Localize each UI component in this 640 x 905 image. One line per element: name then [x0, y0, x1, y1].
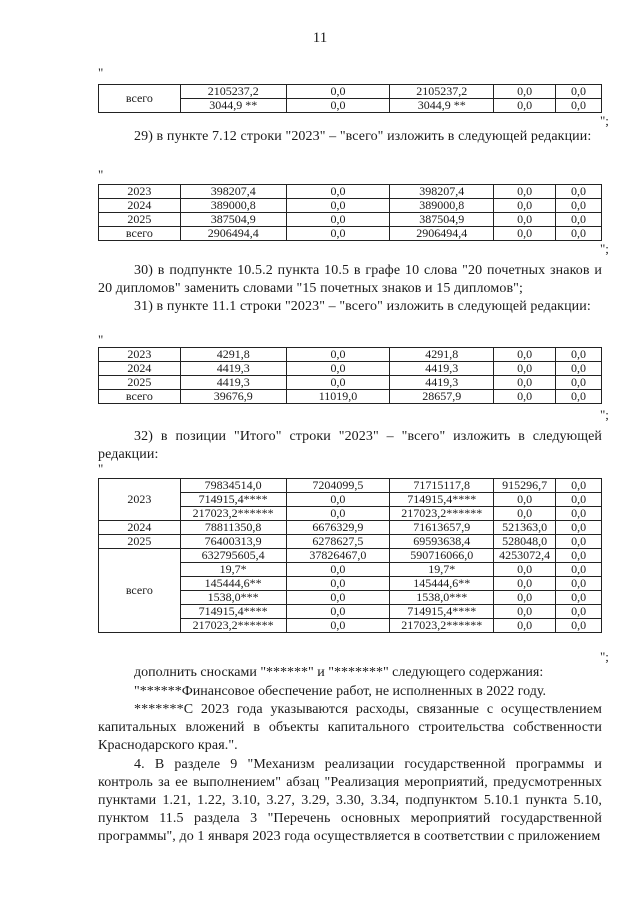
table-row: [99, 362, 602, 376]
cell: 0,0: [556, 493, 602, 507]
cell: 387504,9: [180, 213, 286, 227]
cell: 398207,4: [390, 185, 494, 199]
row-label: всего: [99, 85, 181, 113]
cell: 0,0: [494, 605, 556, 619]
cell: 4419,3: [390, 376, 494, 390]
cell: 915296,7: [494, 479, 556, 493]
cell: 217023,2******: [390, 619, 494, 633]
cell: 0,0: [494, 563, 556, 577]
cell: 0,0: [556, 619, 602, 633]
cell: 0,0: [286, 99, 390, 113]
cell: 0,0: [494, 493, 556, 507]
row-label: 2025: [99, 213, 181, 227]
table-t4: [98, 478, 602, 633]
cell: 0,0: [556, 535, 602, 549]
cell: 0,0: [556, 227, 602, 241]
cell: 19,7*: [180, 563, 286, 577]
cell: 7204099,5: [286, 479, 390, 493]
cell: 37826467,0: [286, 549, 390, 563]
cell: 0,0: [556, 563, 602, 577]
cell: 4291,8: [390, 348, 494, 362]
cell: 0,0: [286, 619, 390, 633]
cell: 0,0: [556, 577, 602, 591]
cell: 714915,4****: [390, 493, 494, 507]
close-quote: ";: [600, 407, 609, 422]
cell: 0,0: [286, 577, 390, 591]
cell: 0,0: [494, 348, 556, 362]
table-row: [99, 227, 602, 241]
cell: 19,7*: [390, 563, 494, 577]
cell: 0,0: [494, 227, 556, 241]
table-t2: [98, 184, 602, 241]
table-row: [99, 185, 602, 199]
cell: 4419,3: [180, 362, 286, 376]
cell: 2105237,2: [180, 85, 286, 99]
cell: 521363,0: [494, 521, 556, 535]
cell: 0,0: [286, 199, 390, 213]
cell: 217023,2******: [390, 507, 494, 521]
cell: 6676329,9: [286, 521, 390, 535]
cell: 0,0: [494, 185, 556, 199]
row-label: всего: [99, 227, 181, 241]
cell: 0,0: [494, 507, 556, 521]
cell: 145444,6**: [180, 577, 286, 591]
cell: 590716066,0: [390, 549, 494, 563]
paragraph-32: 32) в позиции "Итого" строки "2023" – "всего" изложить в следующей редакции:: [98, 429, 602, 462]
row-label: 2023: [99, 479, 181, 521]
cell: 714915,4****: [180, 605, 286, 619]
row-label: 2023: [99, 185, 181, 199]
table-row: [99, 521, 602, 535]
page-number: 11: [312, 30, 328, 46]
cell: 0,0: [494, 577, 556, 591]
table-row: [99, 85, 602, 99]
cell: 387504,9: [390, 213, 494, 227]
cell: 71715117,8: [390, 479, 494, 493]
table-row: [99, 549, 602, 563]
cell: 0,0: [494, 390, 556, 404]
table-t1: [98, 84, 602, 113]
row-label: всего: [99, 390, 181, 404]
cell: 1538,0***: [180, 591, 286, 605]
cell: 0,0: [556, 348, 602, 362]
open-quote: ": [98, 167, 104, 182]
row-label: 2024: [99, 199, 181, 213]
cell: 3044,9 **: [390, 99, 494, 113]
cell: 0,0: [556, 85, 602, 99]
cell: 0,0: [556, 591, 602, 605]
paragraph-30: 30) в подпункте 10.5.2 пункта 10.5 в графе 10 слова "20 почетных знаков и 20 дипломов" заменить словами "15 почетных знаков и 15 дипломов";: [98, 263, 602, 296]
paragraph-29: 29) в пункте 7.12 строки "2023" – "всего" изложить в следующей редакции:: [134, 129, 592, 144]
cell: 0,0: [556, 213, 602, 227]
cell: 0,0: [556, 199, 602, 213]
cell: 6278627,5: [286, 535, 390, 549]
cell: 714915,4****: [390, 605, 494, 619]
cell: 0,0: [556, 479, 602, 493]
footnote-7: *******С 2023 года указываются расходы, связанные с осуществлением капитальных вложений в объекты капитального строительства собственности Краснодарского края.".: [98, 702, 602, 753]
cell: 528048,0: [494, 535, 556, 549]
row-label: 2024: [99, 362, 181, 376]
cell: 39676,9: [180, 390, 286, 404]
cell: 0,0: [286, 493, 390, 507]
cell: 0,0: [286, 213, 390, 227]
cell: 0,0: [494, 199, 556, 213]
cell: 714915,4****: [180, 493, 286, 507]
cell: 398207,4: [180, 185, 286, 199]
cell: 0,0: [556, 376, 602, 390]
table-row: [99, 376, 602, 390]
cell: 145444,6**: [390, 577, 494, 591]
cell: 217023,2******: [180, 507, 286, 521]
cell: 3044,9 **: [180, 99, 286, 113]
cell: 0,0: [556, 549, 602, 563]
cell: 0,0: [494, 619, 556, 633]
cell: 389000,8: [390, 199, 494, 213]
table-row: [99, 199, 602, 213]
cell: 0,0: [556, 390, 602, 404]
cell: 0,0: [494, 376, 556, 390]
cell: 0,0: [286, 507, 390, 521]
cell: 0,0: [286, 348, 390, 362]
cell: 0,0: [286, 376, 390, 390]
row-label: 2025: [99, 535, 181, 549]
cell: 76400313,9: [180, 535, 286, 549]
cell: 0,0: [286, 362, 390, 376]
cell: 0,0: [494, 85, 556, 99]
cell: 78811350,8: [180, 521, 286, 535]
cell: 0,0: [286, 605, 390, 619]
open-quote: ": [98, 65, 104, 80]
cell: 71613657,9: [390, 521, 494, 535]
table-row: [99, 479, 602, 493]
close-quote: ";: [600, 113, 609, 128]
paragraph-31: 31) в пункте 11.1 строки "2023" – "всего" изложить в следующей редакции:: [134, 299, 591, 314]
close-quote: ";: [600, 649, 609, 664]
cell: 0,0: [286, 563, 390, 577]
cell: 0,0: [556, 521, 602, 535]
cell: 4291,8: [180, 348, 286, 362]
cell: 0,0: [556, 99, 602, 113]
cell: 28657,9: [390, 390, 494, 404]
open-quote: ": [98, 332, 104, 347]
cell: 389000,8: [180, 199, 286, 213]
table-row: [99, 213, 602, 227]
table-row: [99, 535, 602, 549]
cell: 2906494,4: [390, 227, 494, 241]
table-row: [99, 348, 602, 362]
cell: 217023,2******: [180, 619, 286, 633]
cell: 0,0: [556, 605, 602, 619]
cell: 4419,3: [390, 362, 494, 376]
cell: 0,0: [556, 362, 602, 376]
cell: 2105237,2: [390, 85, 494, 99]
cell: 0,0: [286, 85, 390, 99]
cell: 79834514,0: [180, 479, 286, 493]
cell: 0,0: [494, 362, 556, 376]
cell: 1538,0***: [390, 591, 494, 605]
paragraph-4: 4. В разделе 9 "Механизм реализации государственной программы и контроль за ее выполнением" абзац "Реализация мероприятий, предусмотренных пунктами 1.21, 1.22, 3.10, 3.27, 3.29, 3.30, 3.34, подпунктом 5.10.1 пункта 5.10, пунктом 11.5 раздела 3 "Перечень основных мероприятий государственной программы", до 1 января 2023 года осуществляется в соответствии с приложением: [98, 757, 602, 844]
row-label: 2024: [99, 521, 181, 535]
cell: 2906494,4: [180, 227, 286, 241]
table-t3: [98, 347, 602, 404]
cell: 11019,0: [286, 390, 390, 404]
row-label: 2025: [99, 376, 181, 390]
cell: 4419,3: [180, 376, 286, 390]
cell: 0,0: [494, 213, 556, 227]
cell: 0,0: [494, 591, 556, 605]
cell: 0,0: [286, 591, 390, 605]
cell: 0,0: [556, 507, 602, 521]
close-quote: ";: [600, 241, 609, 256]
cell: 0,0: [556, 185, 602, 199]
cell: 0,0: [286, 185, 390, 199]
row-label: всего: [99, 549, 181, 633]
footnote-6: "******Финансовое обеспечение работ, не исполненных в 2022 году.: [134, 684, 546, 699]
cell: 632795605,4: [180, 549, 286, 563]
row-label: 2023: [99, 348, 181, 362]
open-quote: ": [98, 461, 104, 476]
cell: 69593638,4: [390, 535, 494, 549]
table-row: [99, 390, 602, 404]
footnote-intro: дополнить сносками "******" и "*******" следующего содержания:: [134, 665, 544, 680]
cell: 4253072,4: [494, 549, 556, 563]
cell: 0,0: [494, 99, 556, 113]
cell: 0,0: [286, 227, 390, 241]
